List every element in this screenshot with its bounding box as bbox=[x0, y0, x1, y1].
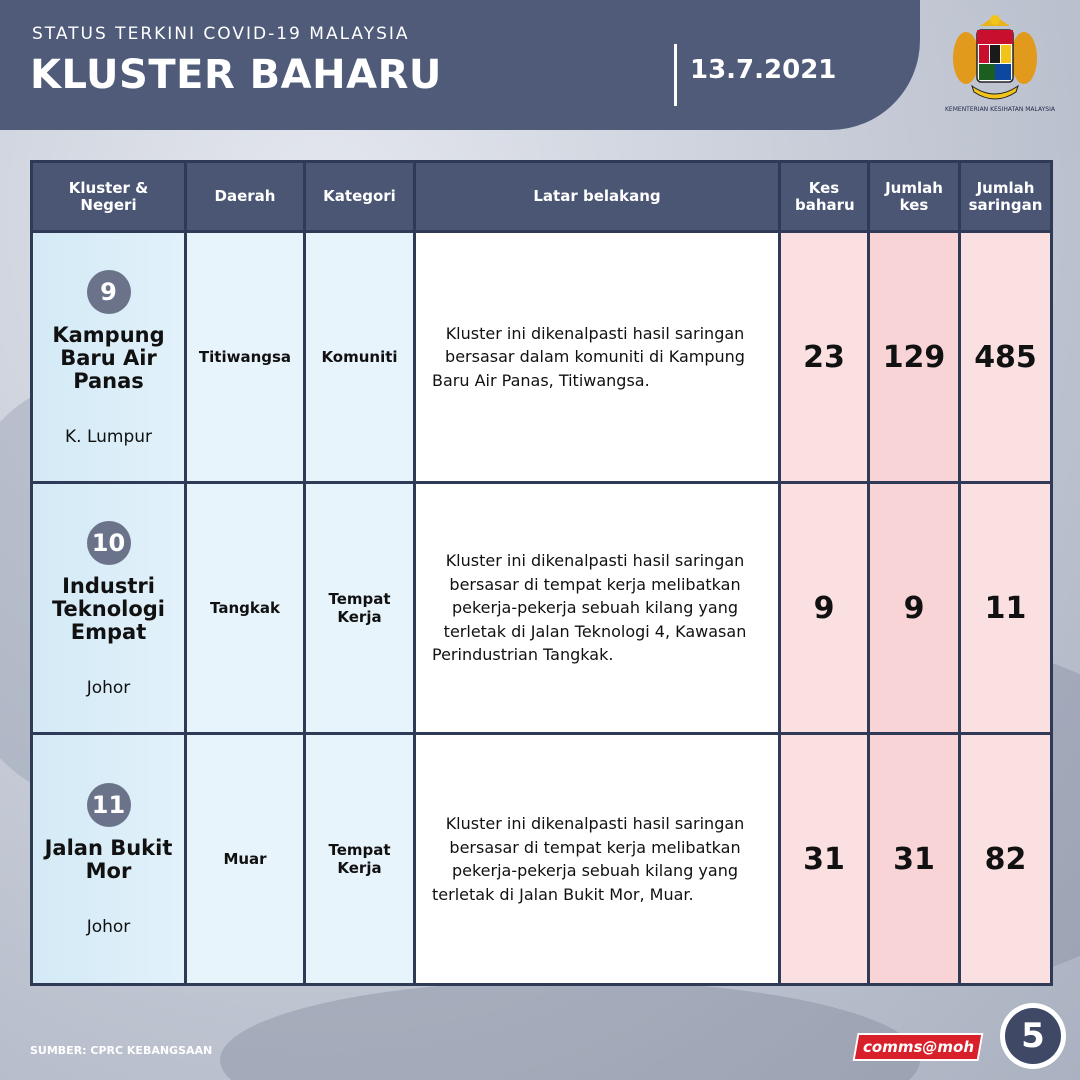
page-number: 5 bbox=[1005, 1008, 1061, 1064]
page-number-badge bbox=[1000, 1003, 1066, 1069]
cluster-number-badge: 10 bbox=[87, 521, 131, 565]
ministry-label: KEMENTERIAN KESIHATAN MALAYSIA bbox=[945, 106, 1055, 113]
jumlah-kes-cell: 9 bbox=[869, 483, 960, 734]
jumlah-saringan-cell: 485 bbox=[960, 232, 1052, 483]
table-header-row bbox=[32, 162, 1052, 232]
daerah-cell: Muar bbox=[186, 734, 305, 985]
jumlah-kes-cell: 31 bbox=[869, 734, 960, 985]
cluster-name-cell bbox=[32, 232, 186, 483]
col-header-jumlah-kes: Jumlah kes bbox=[869, 162, 960, 232]
header-subtitle: STATUS TERKINI COVID-19 MALAYSIA bbox=[32, 24, 410, 44]
table-row bbox=[32, 483, 1052, 734]
col-header-kluster: Kluster & Negeri bbox=[32, 162, 186, 232]
header-banner bbox=[0, 0, 920, 130]
malaysia-coat-of-arms-icon bbox=[950, 12, 1040, 104]
kategori-cell: Tempat Kerja bbox=[305, 734, 415, 985]
jumlah-saringan-cell: 82 bbox=[960, 734, 1052, 985]
latar-belakang-cell: Kluster ini dikenalpasti hasil saringan bersasar dalam komuniti di Kampung Baru Air Panas, Titiwangsa. bbox=[415, 232, 780, 483]
col-header-kategori: Kategori bbox=[305, 162, 415, 232]
daerah-cell: Titiwangsa bbox=[186, 232, 305, 483]
background-shape bbox=[220, 980, 920, 1080]
cluster-state: K. Lumpur bbox=[64, 426, 153, 447]
kes-baharu-cell: 9 bbox=[780, 483, 869, 734]
table-row bbox=[32, 734, 1052, 985]
comms-moh-label: comms@moh bbox=[862, 1038, 974, 1056]
daerah-cell: Tangkak bbox=[186, 483, 305, 734]
report-date: 13.7.2021 bbox=[690, 55, 837, 85]
cluster-name: Jalan Bukit Mor bbox=[44, 836, 173, 883]
cluster-name-cell bbox=[32, 483, 186, 734]
header-divider bbox=[674, 44, 677, 106]
latar-belakang-cell: Kluster ini dikenalpasti hasil saringan bersasar di tempat kerja melibatkan pekerja-pekerja sebuah kilang yang terletak di Jalan Bukit Mor, Muar. bbox=[415, 734, 780, 985]
source-note: SUMBER: CPRC KEBANGSAAN bbox=[30, 1044, 213, 1057]
cluster-state: Johor bbox=[86, 677, 131, 698]
cluster-table bbox=[30, 160, 1053, 986]
kes-baharu-cell: 31 bbox=[780, 734, 869, 985]
col-header-jumlah-saringan: Jumlah saringan bbox=[960, 162, 1052, 232]
col-header-kes-baharu: Kes baharu bbox=[780, 162, 869, 232]
kategori-cell: Komuniti bbox=[305, 232, 415, 483]
jumlah-saringan-cell: 11 bbox=[960, 483, 1052, 734]
cluster-state: Johor bbox=[86, 917, 131, 937]
page-title: KLUSTER BAHARU bbox=[30, 52, 442, 98]
jumlah-kes-cell: 129 bbox=[869, 232, 960, 483]
kategori-cell: Tempat Kerja bbox=[305, 483, 415, 734]
latar-belakang-cell: Kluster ini dikenalpasti hasil saringan bersasar di tempat kerja melibatkan pekerja-pekerja sebuah kilang yang terletak di Jalan Teknologi 4, Kawasan Perindustrian Tangkak. bbox=[415, 483, 780, 734]
cluster-number-badge: 9 bbox=[87, 270, 131, 314]
kes-baharu-cell: 23 bbox=[780, 232, 869, 483]
cluster-name-cell bbox=[32, 734, 186, 985]
col-header-latar: Latar belakang bbox=[415, 162, 780, 232]
cluster-name: Kampung Baru Air Panas bbox=[52, 322, 165, 393]
cluster-number-badge: 11 bbox=[87, 783, 131, 827]
comms-moh-badge bbox=[853, 1033, 984, 1061]
col-header-daerah: Daerah bbox=[186, 162, 305, 232]
cluster-name: Industri Teknologi Empat bbox=[52, 573, 165, 644]
table-row bbox=[32, 232, 1052, 483]
